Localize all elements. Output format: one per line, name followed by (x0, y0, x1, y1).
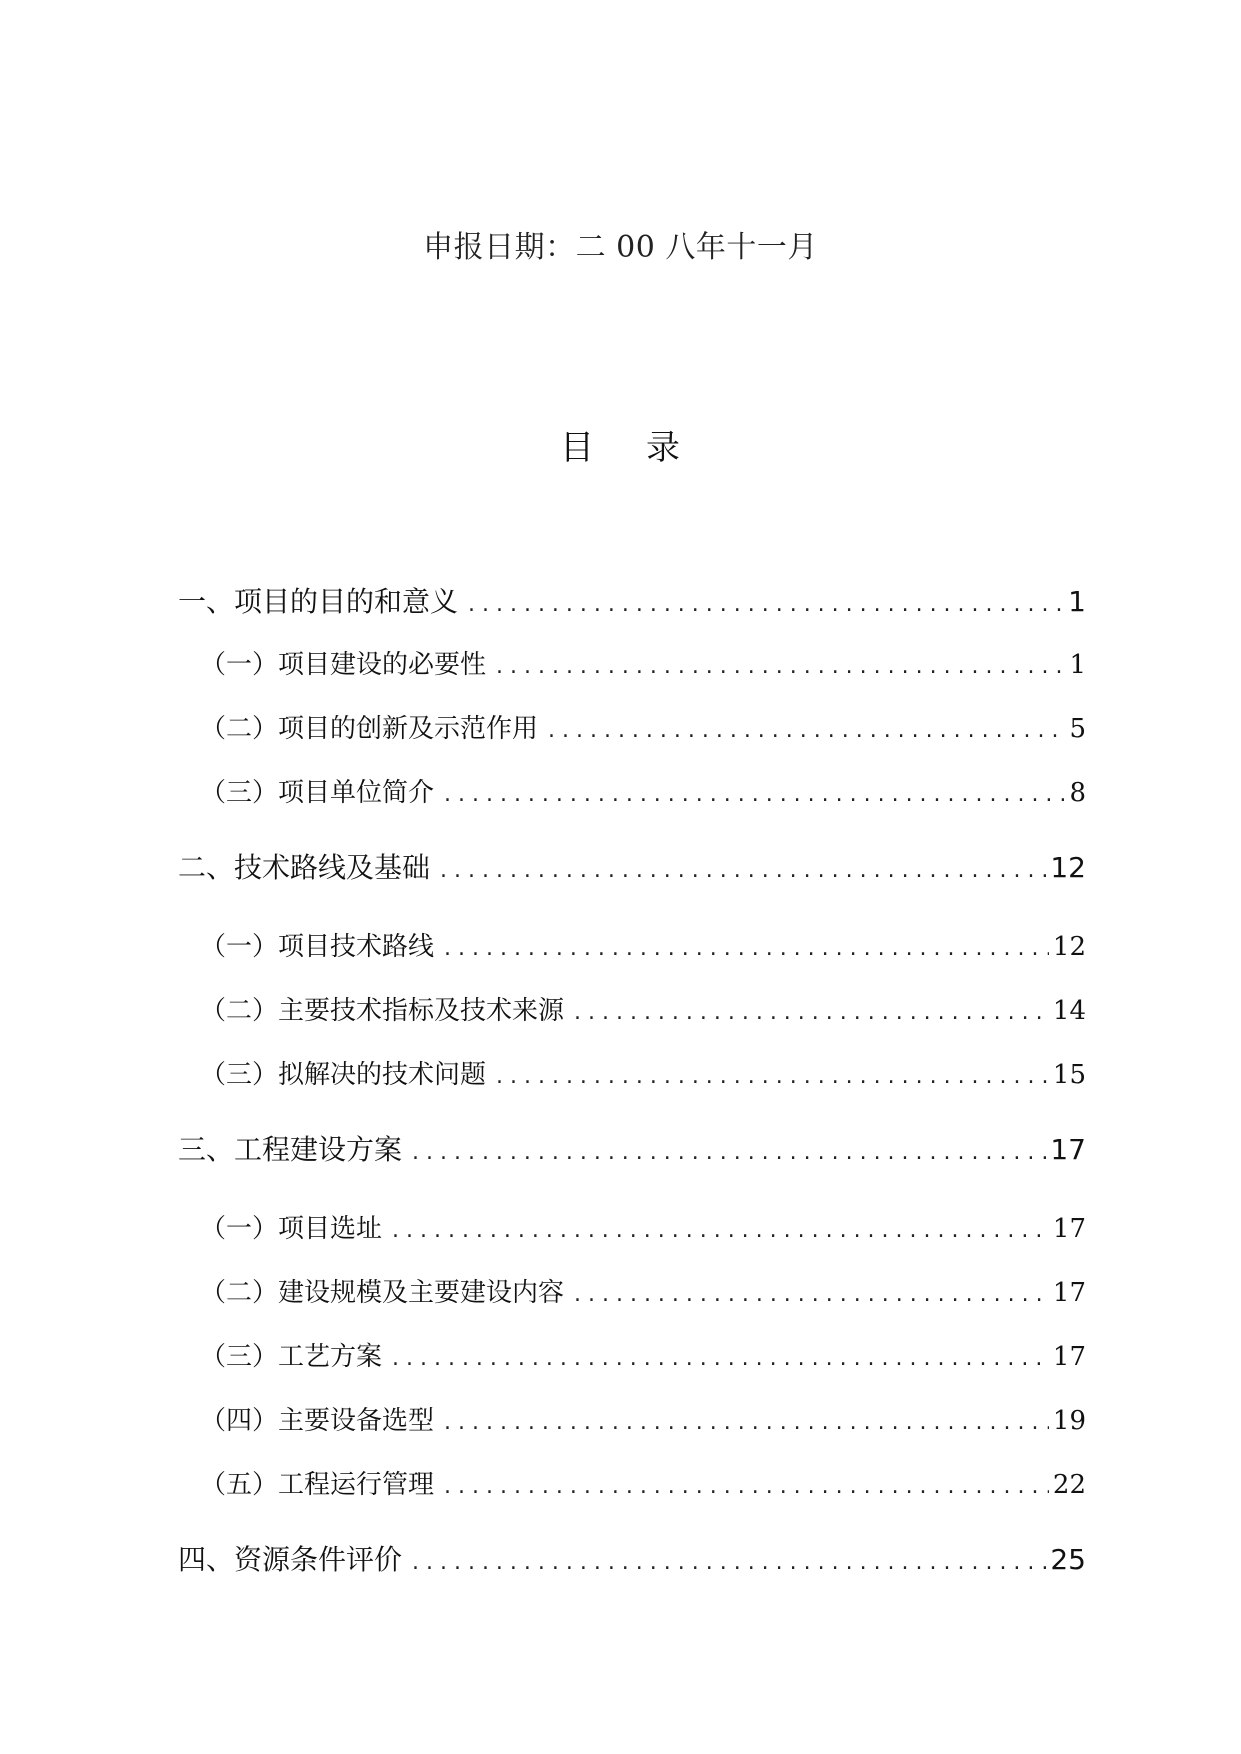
toc-entry-page: 1 (1068, 585, 1086, 618)
toc-entry-2-1[interactable] (200, 926, 1086, 963)
toc-entry-page: 12 (1050, 851, 1086, 884)
toc-entry-label: 二、技术路线及基础 (178, 851, 431, 884)
toc-entry-label: （一）项目选址 (200, 1214, 383, 1244)
toc-leader-dots (412, 1140, 1046, 1165)
toc-entry-label: （三）工艺方案 (200, 1342, 383, 1372)
toc-entry-3-3[interactable] (200, 1336, 1086, 1373)
toc-entry-3-2[interactable] (200, 1272, 1086, 1309)
toc-entry-3-1[interactable] (200, 1208, 1086, 1245)
toc-entry-2[interactable] (178, 846, 1086, 886)
toc-title-left: 目 (560, 428, 594, 468)
toc-leader-dots (574, 1282, 1049, 1307)
toc-entry-label: 四、资源条件评价 (178, 1543, 403, 1576)
toc-leader-dots (392, 1218, 1049, 1243)
toc-leader-dots (444, 782, 1065, 807)
toc-entry-page: 25 (1050, 1543, 1086, 1576)
toc-leader-dots (548, 718, 1065, 743)
toc-entry-1-2[interactable] (200, 708, 1086, 745)
toc-leader-dots (444, 1474, 1049, 1499)
toc-entry-label: （一）项目建设的必要性 (200, 650, 487, 680)
toc-leader-dots (412, 1550, 1046, 1575)
toc-entry-label: 三、工程建设方案 (178, 1133, 403, 1166)
toc-entry-label: （二）主要技术指标及技术来源 (200, 996, 565, 1026)
toc-entry-label: （五）工程运行管理 (200, 1470, 435, 1500)
toc-entry-page: 14 (1052, 996, 1086, 1026)
toc-entry-page: 17 (1050, 1133, 1086, 1166)
toc-entry-1-3[interactable] (200, 772, 1086, 809)
toc-entry-label: （四）主要设备选型 (200, 1406, 435, 1436)
toc-entry-label: （二）项目的创新及示范作用 (200, 714, 539, 744)
toc-entry-2-2[interactable] (200, 990, 1086, 1027)
toc-entry-2-3[interactable] (200, 1054, 1086, 1091)
toc-leader-dots (392, 1346, 1049, 1371)
toc-entry-3[interactable] (178, 1128, 1086, 1168)
toc-entry-3-5[interactable] (200, 1464, 1086, 1501)
toc-leader-dots (574, 1000, 1049, 1025)
toc-entry-page: 12 (1052, 932, 1086, 962)
toc-entry-3-4[interactable] (200, 1400, 1086, 1437)
declare-date: 申报日期：二 00 八年十一月 (423, 230, 818, 265)
toc-entry-page: 1 (1069, 650, 1086, 680)
toc-entry-label: （三）项目单位简介 (200, 778, 435, 808)
toc-leader-dots (444, 1410, 1049, 1435)
toc-entry-page: 8 (1069, 778, 1086, 808)
toc-leader-dots (440, 858, 1046, 883)
toc-entry-label: （三）拟解决的技术问题 (200, 1060, 487, 1090)
toc-entry-label: （二）建设规模及主要建设内容 (200, 1278, 565, 1308)
toc-leader-dots (496, 654, 1065, 679)
toc-entry-label: （一）项目技术路线 (200, 932, 435, 962)
toc-entry-page: 15 (1052, 1060, 1086, 1090)
toc-leader-dots (444, 936, 1049, 961)
toc-entry-page: 19 (1052, 1406, 1086, 1436)
toc-entry-4[interactable] (178, 1538, 1086, 1578)
toc-title-right: 录 (646, 428, 680, 468)
toc-entry-1[interactable] (178, 580, 1086, 620)
toc-entry-page: 22 (1052, 1470, 1086, 1500)
toc-entry-1-1[interactable] (200, 644, 1086, 681)
toc-leader-dots (496, 1064, 1049, 1089)
toc-entry-label: 一、项目的目的和意义 (178, 585, 459, 618)
toc-entry-page: 17 (1052, 1214, 1086, 1244)
toc-entry-page: 17 (1052, 1342, 1086, 1372)
toc-entry-page: 17 (1052, 1278, 1086, 1308)
toc-entry-page: 5 (1069, 714, 1086, 744)
toc-leader-dots (468, 592, 1064, 617)
